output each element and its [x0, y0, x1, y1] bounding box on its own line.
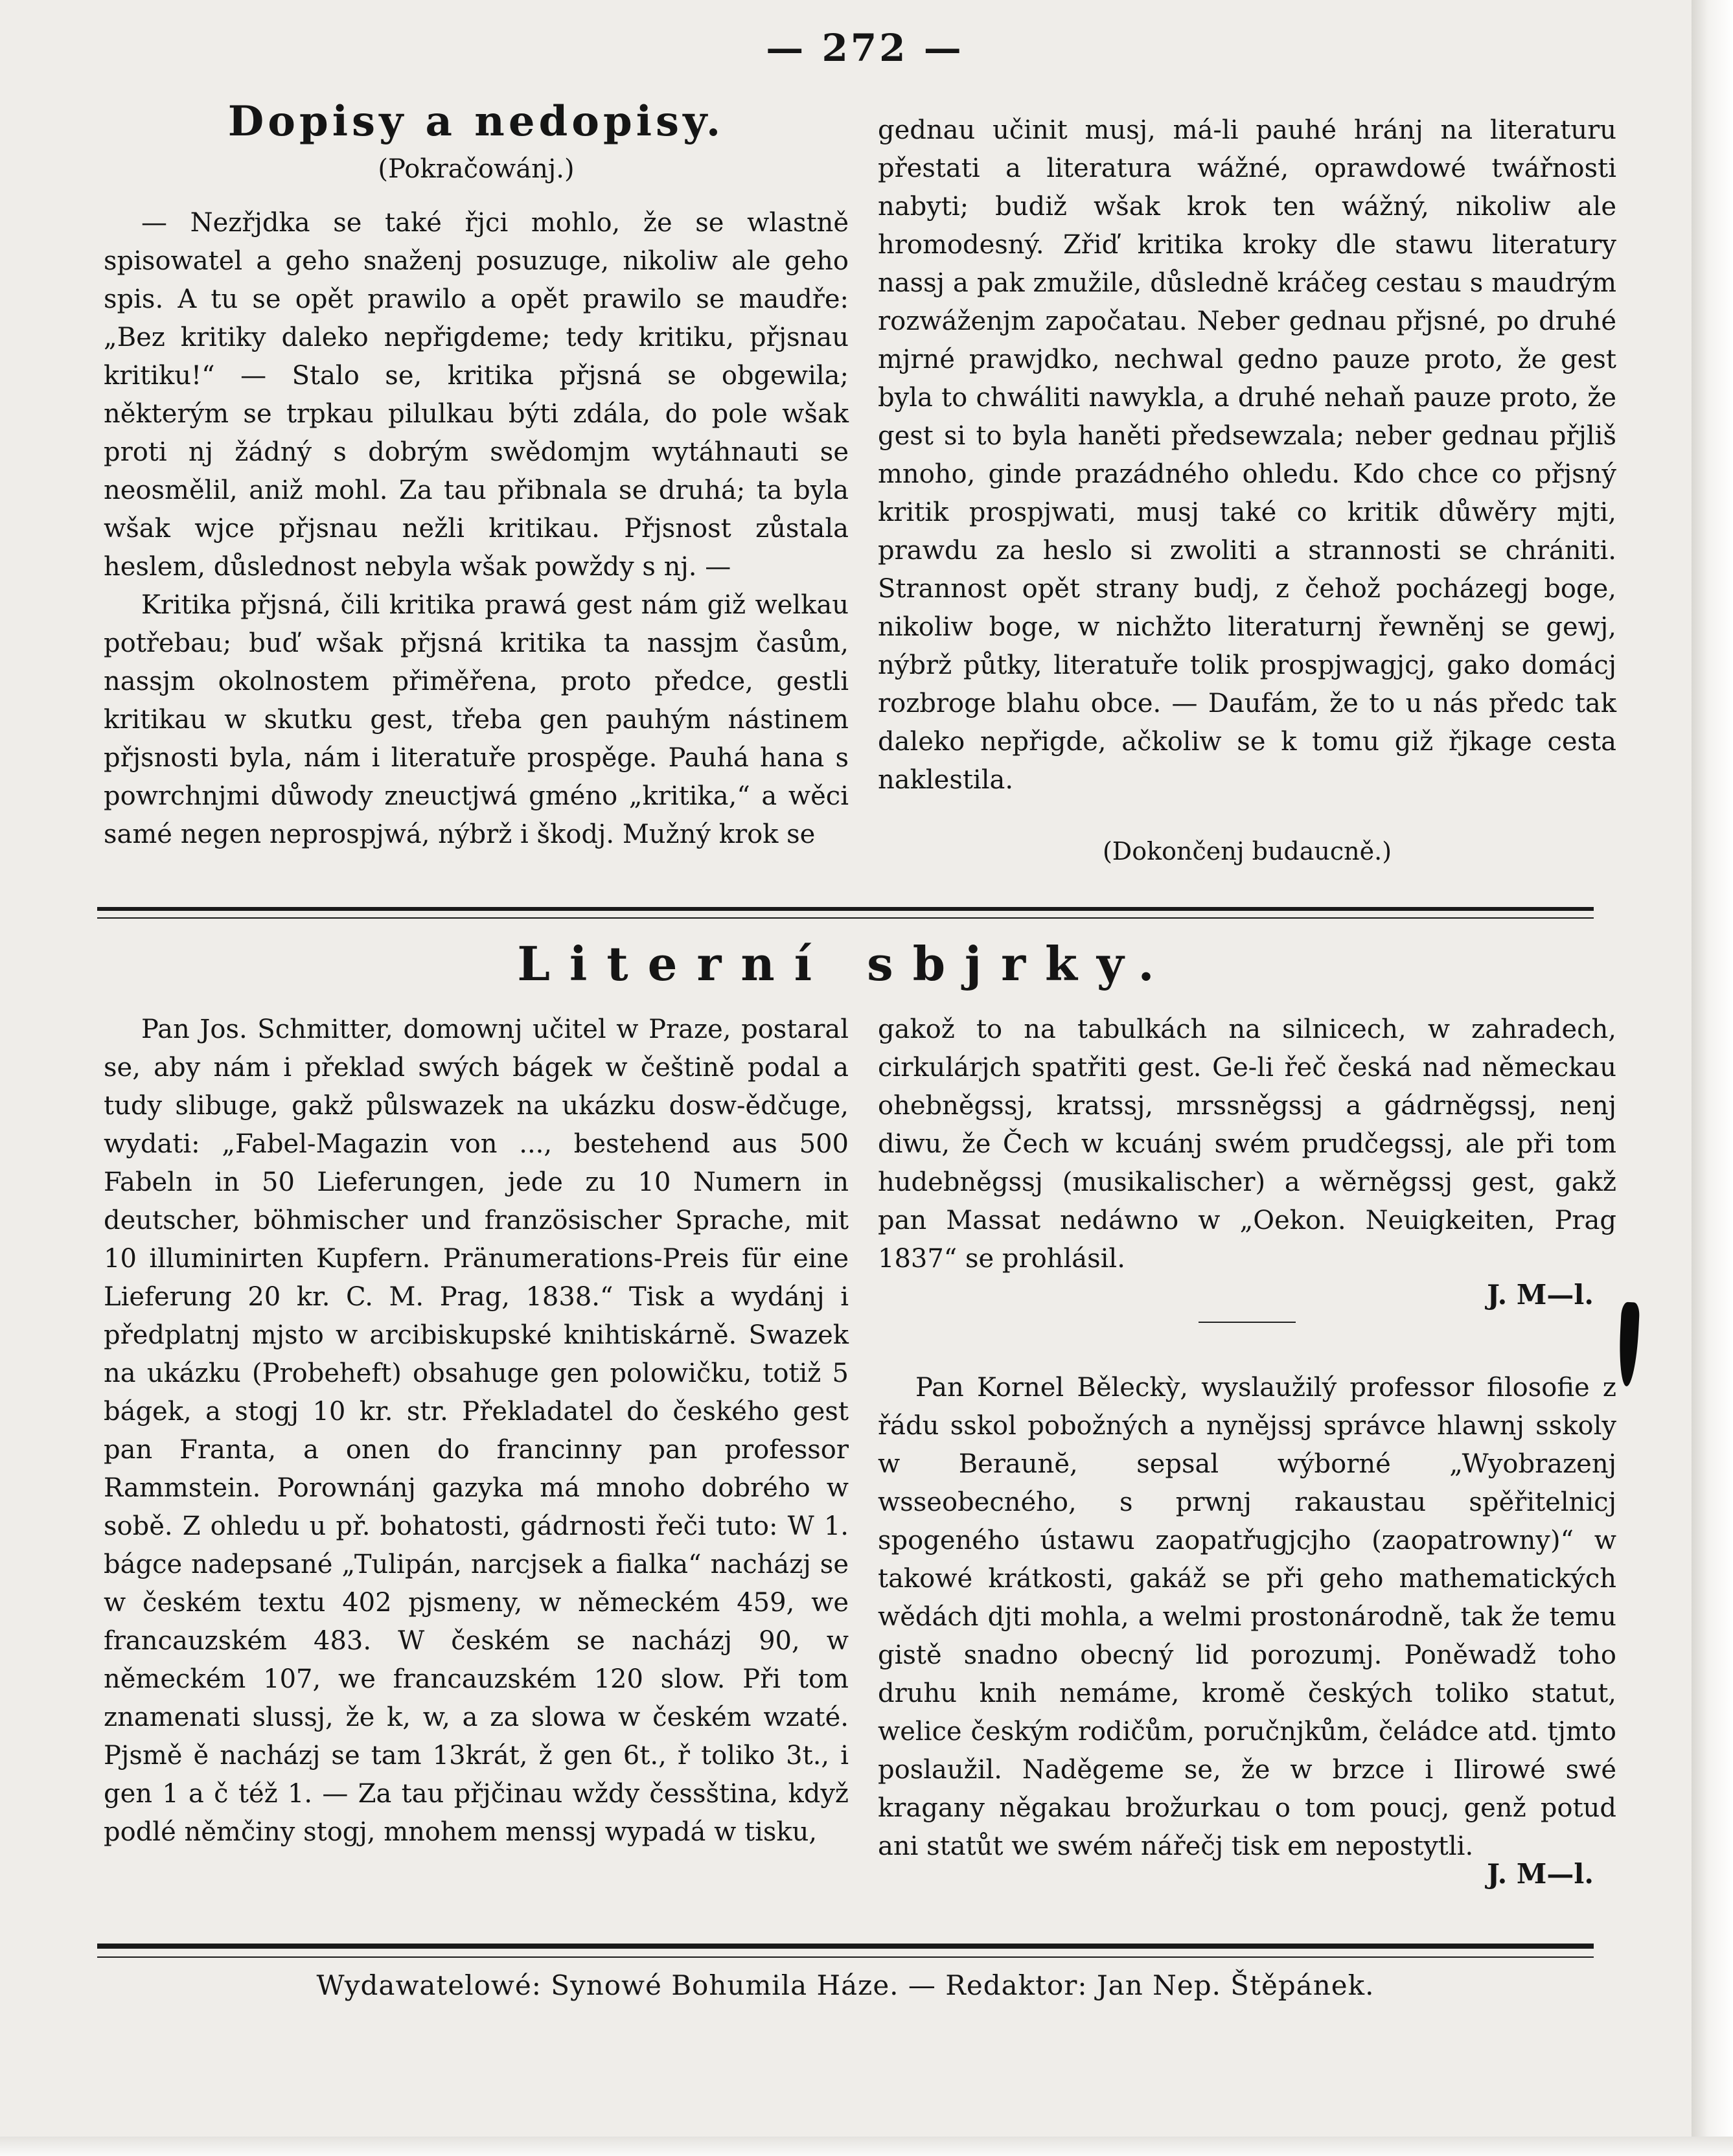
article-subtitle: (Pokračowánj.) [378, 154, 575, 184]
paragraph: — Nezřjdka se také řjci mohlo, že se wlastně spisowatel a geho snaženj posuzuge, nikoliw ale geho spis. A tu se opět prawilo a opět prawilo se maudře: „Bez kritiky daleko nepřigdeme; tedy kritiku, přjsnau kritiku!“ — Stalo se, kritika přjsná se obgewila; některým se trpkau pilulkau býti zdála, do pole wšak proti nj žádný s dobrým swědomjm wytáhnauti se neosmělil, aniž mohl. Za tau přibnala se druhá; ta byla wšak wjce přjsnau nežli kritikau. Přjsnost zůstala heslem, důslednost nebyla wšak powždy s nj. — [104, 208, 849, 582]
short-divider [1199, 1322, 1296, 1323]
continued-note: (Dokončenj budaucně.) [1102, 837, 1392, 866]
paragraph: gednau učinit musj, má-li pauhé hránj na literaturu přestati a literatura wážné, oprawdowé twářnosti nabyti; budiž wšak krok ten wážný, nikoliw ale hromodesný. Zřiď kritika kroky dle stawu literatury nassj a pak zmužile, důsledně kráčeg cestau s maudrým rozwáženjm započatau. Neber gednau přjsné, po druhé mjrné prawjdko, nechwal gedno pauze proto, že gest byla to chwáliti nawykla, a druhé nehaň pauze proto, že gest si to byla haněti předsewzala; neber gednau přjliš mnoho, ginde prazádného ohledu. Kdo chce co přjsný kritik prospjwati, musj také co kritik důwěry mjti, prawdu za heslo si zwoliti a strannosti se chrániti. Strannost opět strany budj, z čehož pocházegj boge, nikoliw boge, w nichžto literaturnj řewněnj se gewj, nýbrž půtky, literatuře tolik prospjwagjcj, gako domácj rozbroge blahu obce. — Daufám, že to u nás předc tak daleko nepřigde, ačkoliw se k tomu giž řjkage cesta naklestila. [878, 115, 1616, 795]
paragraph: Kritika přjsná, čili kritika prawá gest nám giž welkau potřebau; buď wšak přjsná kritika ta nassjm časům, nassjm okolnostem přiměřena, proto předce, gestli kritikau w skutku gest, třeba gen pauhým nástinem přjsnosti byla, nám i literatuře prospěge. Pauhá hana s powrchnjmi důwody zneuctjwá gméno „kritika,“ a wěci samé negen neprospjwá, nýbrž i škodj. Mužný krok se [104, 590, 849, 849]
article1-right-column [878, 111, 1616, 799]
page-bottom-edge [0, 2137, 1733, 2156]
author-signature: J. M—l. [1487, 1858, 1594, 1890]
paragraph: Pan Jos. Schmitter, domownj učitel w Praze, postaral se, aby nám i překlad swých bágek w češtině podal a tudy slibuge, gakž půlswazek na ukázku dosw-ědčuge, wydati: „Fabel-Magazin von ..., bestehend aus 500 Fabeln in 50 Lieferungen, jede zu 10 Numern in deutscher, böhmischer und französischer Sprache, mit 10 illuminirten Kupfern. Pränumerations-Preis für eine Lieferung 20 kr. C. M. Prag, 1838.“ Tisk a wydánj i předplatnj mjsto w arcibiskupské knihtiskárně. Swazek na ukázku (Probeheft) obsahuge gen polowičku, totiž 5 bágek, a stogj 10 kr. str. Překladatel do českého gest pan Franta, a onen do francinny pan professor Rammstein. Porownánj gazyka má mnoho dobrého w sobě. Z ohledu u př. bohatosti, gádrnosti řeči tuto: W 1. bágce nadepsané „Tulipán, narcjsek a fialka“ nacházj se w českém textu 402 pjsmeny, w německém 459, we francauzském 483. W českém se nacházj 90, w německém 107, we francauzském 120 slow. Při tom znamenati slussj, že k, w, a za slowa w českém wzaté. Pjsmě ě nacházj se tam 13krát, ž gen 6t., ř toliko 3t., i gen 1 a č též 1. — Za tau přjčinau wždy čessština, když podlé němčiny stogj, mnohem menssj wypadá w tisku, [104, 1015, 849, 1847]
article2-left-column [104, 1011, 849, 1852]
paragraph: gakož to na tabulkách na silnicech, w zahradech, cirkulárjch spatřiti gest. Ge-li řeč česká nad německau ohebněgssj, kratssj, mrssněgssj a gádrněgssj, nenj diwu, že Čech w kcuánj swém prudčegssj, ale při tom hudebněgssj (musikalischer) a wěrněgssj gest, gakž pan Massat nedáwno w „Oekon. Neuigkeiten, Prag 1837“ se prohlásil. [878, 1015, 1616, 1274]
article-title-dopisy: Dopisy a nedopisy. [227, 97, 725, 146]
paragraph: Pan Kornel Běleckỳ, wyslaužilý professor filosofie z řádu sskol pobožných a nynějssj správce hlawnj sskoly w Beraunĕ, sepsal wýborné „Wyobrazenj wsseobecného, s prwnj rakaustau spěřitelnicj spogeného ústawu zaopatřugjcjho (zaopatrowny)“ w takowé krátkosti, gakáž se při geho mathematických wědách djti mohla, a welmi prostonárodně, tak že temu gistě snadno obecný lid porozumj. Poněwadž toho druhu knih nemáme, kromě českých toliko statut, welice českým rodičům, poručnjkům, čeládce atd. tjmto poslaužil. Naděgeme se, že w brzce i Ilirowé swé kragany něgakau brožurkau o tom poucj, genž potud ani statůt we swém nářečj tisk em nepostytli. [878, 1373, 1616, 1861]
section-divider [97, 907, 1594, 919]
page-number: — 272 — [766, 26, 964, 70]
article1-left-column [104, 204, 849, 854]
page-edge-shadow [1692, 0, 1733, 2156]
author-signature: J. M—l. [1487, 1279, 1594, 1311]
article2-right-column [878, 1011, 1616, 1866]
article-title-literni-sbirky: Literní sbjrky. [517, 936, 1174, 991]
footer-divider [97, 1944, 1594, 1958]
publisher-footer: Wydawatelowé: Synowé Bohumila Háze. — Redaktor: Jan Nep. Štěpánek. [316, 1969, 1375, 2001]
ink-blot [1618, 1302, 1640, 1386]
